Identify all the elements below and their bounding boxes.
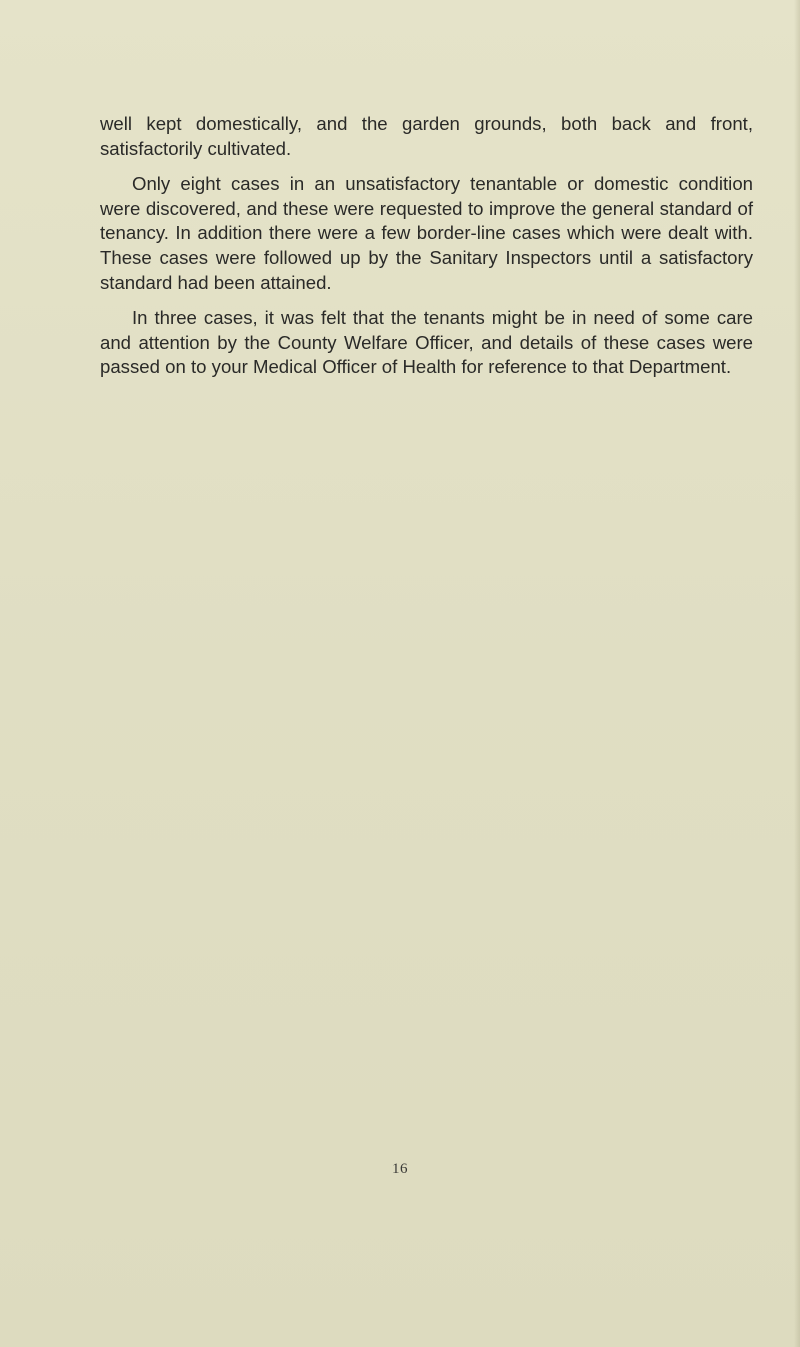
paragraph-unsatisfactory-cases: Only eight cases in an unsatisfactory tenantable or domestic condition were discovered, and these were requested to improve the general standard of tenancy. In addition there were a few border-line cases which were dealt with. These cases were followed up by the Sanitary Inspectors until a satisfactory standard had been attained. [100,173,753,293]
paragraph-continuation: well kept domestically, and the garden grounds, both back and front, satisfactorily cultivated. [100,113,753,159]
page-edge-shadow [794,0,800,1347]
paragraph-welfare-referrals: In three cases, it was felt that the tenants might be in need of some care and attention by the County Welfare Officer, and details of these cases were passed on to your Medical Officer of Health for reference to that Department. [100,307,753,378]
body-text [100,112,753,391]
page-number: 16 [392,1161,408,1177]
